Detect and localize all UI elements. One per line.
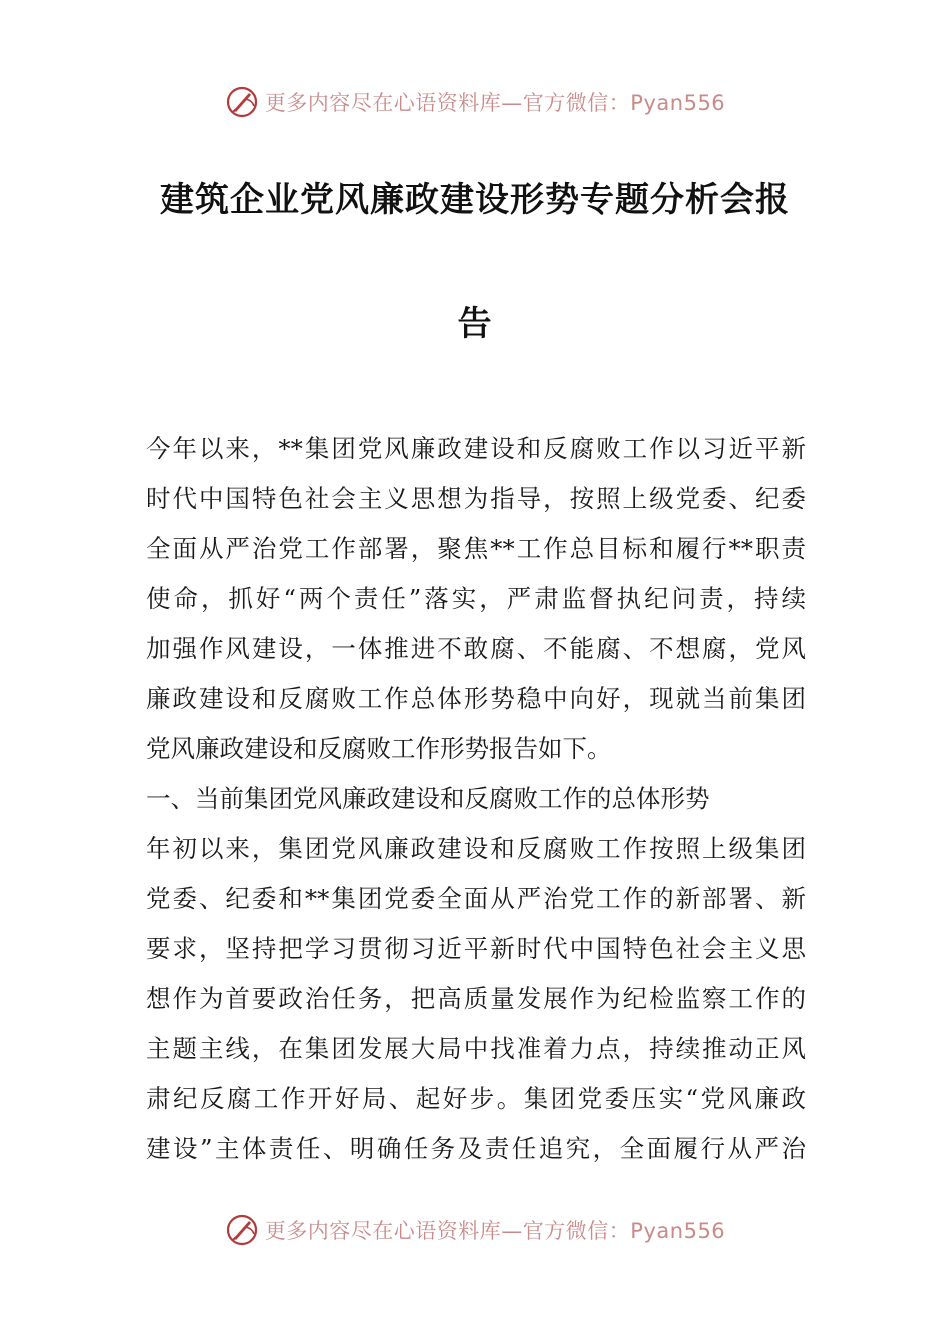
body-line: 加强作风建设，一体推进不敢腐、不能腐、不想腐，党风 [146, 634, 806, 663]
body-line: 党风廉政建设和反腐败工作形势报告如下。 [146, 734, 612, 763]
quill-logo-icon [225, 85, 259, 119]
body-line: 肃纪反腐工作开好局、起好步。集团党委压实“党风廉政 [146, 1084, 806, 1113]
footer-banner-text: 更多内容尽在心语资料库—官方微信：Pyan556 [264, 1219, 726, 1243]
header-banner-text: 更多内容尽在心语资料库—官方微信：Pyan556 [264, 91, 726, 115]
section-heading: 一、当前集团党风廉政建设和反腐败工作的总体形势 [146, 784, 710, 813]
quill-logo-icon [225, 1213, 259, 1247]
body-line: 主题主线，在集团发展大局中找准着力点，持续推动正风 [146, 1034, 806, 1063]
body-line: 全面从严治党工作部署，聚焦**工作总目标和履行**职责 [146, 534, 806, 563]
body-line: 要求，坚持把学习贯彻习近平新时代中国特色社会主义思 [146, 934, 806, 963]
body-line: 建设”主体责任、明确任务及责任追究，全面履行从严治 [146, 1134, 806, 1163]
document-title-line-1: 建筑企业党风廉政建设形势专题分析会报 [160, 180, 790, 220]
header-banner [0, 82, 950, 122]
body-line: 年初以来，集团党风廉政建设和反腐败工作按照上级集团 [146, 834, 806, 863]
body-line: 党委、纪委和**集团党委全面从严治党工作的新部署、新 [146, 884, 806, 913]
footer-banner [0, 1210, 950, 1250]
body-line: 想作为首要政治任务，把高质量发展作为纪检监察工作的 [146, 984, 806, 1013]
document-title-line-2: 告 [457, 304, 493, 344]
body-line: 今年以来，**集团党风廉政建设和反腐败工作以习近平新 [146, 434, 806, 463]
body-line: 廉政建设和反腐败工作总体形势稳中向好，现就当前集团 [146, 684, 806, 713]
body-line: 使命，抓好“两个责任”落实，严肃监督执纪问责，持续 [146, 584, 806, 613]
document-body [146, 424, 806, 1174]
body-line: 时代中国特色社会主义思想为指导，按照上级党委、纪委 [146, 484, 806, 513]
